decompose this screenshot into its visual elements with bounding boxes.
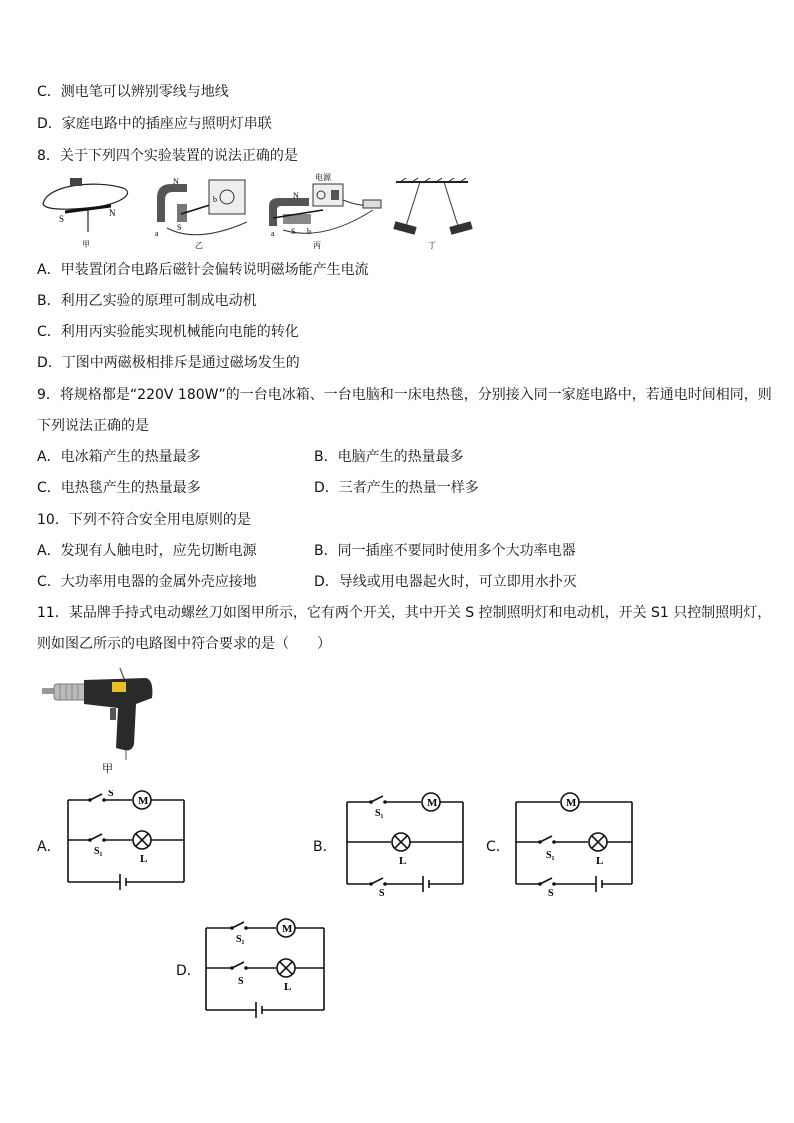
svg-text:L: L xyxy=(596,855,604,867)
q11-option-d-label: D． xyxy=(176,963,201,979)
q8-experiment-figure xyxy=(37,170,477,252)
screwdriver-label-icon xyxy=(112,682,126,692)
q9-stem-2: 下列说法正确的是 xyxy=(37,418,149,434)
fig-yi-label: 乙 xyxy=(195,241,203,250)
circuit-c xyxy=(512,792,636,896)
svg-text:S: S xyxy=(238,976,244,987)
q10-option-a: A．发现有人触电时，应先切断电源 xyxy=(37,543,257,559)
q9-stem-1: 9．将规格都是“220V 180W”的一台电冰箱、一台电脑和一床电热毯，分别接入同一家庭电路中，若通电时间相同，则 xyxy=(37,387,772,403)
svg-text:电源: 电源 xyxy=(315,173,331,182)
svg-text:N: N xyxy=(173,177,179,186)
circuit-a xyxy=(64,790,188,890)
svg-text:N: N xyxy=(109,208,116,218)
svg-text:a: a xyxy=(155,229,159,238)
svg-text:S₁: S₁ xyxy=(94,846,103,857)
q9-option-a: A．电冰箱产生的热量最多 xyxy=(37,449,201,465)
svg-text:S: S xyxy=(548,888,554,896)
circuit-d xyxy=(202,914,328,1018)
fig-ding-magnets xyxy=(393,178,472,250)
circuit-b xyxy=(343,792,467,896)
q11-option-c-label: C． xyxy=(486,839,510,855)
q9-option-c: C．电热毯产生的热量最多 xyxy=(37,480,201,496)
svg-text:b: b xyxy=(307,227,311,236)
bar-magnet-icon xyxy=(393,221,416,234)
q8-option-b: B．利用乙实验的原理可制成电动机 xyxy=(37,293,257,309)
q7-option-d: D．家庭电路中的插座应与照明灯串联 xyxy=(37,116,272,132)
svg-text:M: M xyxy=(282,923,293,935)
svg-text:b: b xyxy=(213,195,217,204)
q8-option-c: C．利用丙实验能实现机械能向电能的转化 xyxy=(37,324,299,340)
svg-text:S₁: S₁ xyxy=(546,850,555,861)
q7-option-c: C．测电笔可以辨别零线与地线 xyxy=(37,84,229,100)
q10-option-d: D．导线或用电器起火时，可立即用水扑灭 xyxy=(314,574,577,590)
q11-stem-1: 11．某品牌手持式电动螺丝刀如图甲所示，它有两个开关，其中开关 S 控制照明灯和电动机，开关 S1 只控制照明灯， xyxy=(37,605,772,621)
svg-text:L: L xyxy=(399,855,407,867)
svg-text:S: S xyxy=(108,790,114,799)
svg-text:N: N xyxy=(293,191,299,200)
svg-text:L: L xyxy=(140,853,148,865)
fig-bing-motor xyxy=(269,172,381,250)
q9-option-b: B．电脑产生的热量最多 xyxy=(314,449,464,465)
svg-text:S₁: S₁ xyxy=(236,934,245,945)
battery-icon xyxy=(70,178,82,186)
q9-option-d: D．三者产生的热量一样多 xyxy=(314,480,479,496)
screwdriver-caption: 甲 xyxy=(102,763,113,775)
q10-option-c: C．大功率用电器的金属外壳应接地 xyxy=(37,574,257,590)
screwdriver-image xyxy=(38,664,162,776)
svg-text:S: S xyxy=(379,888,385,896)
fig-yi-induction xyxy=(155,177,247,250)
bar-magnet-icon xyxy=(449,221,472,234)
fig-ding-label: 丁 xyxy=(428,241,436,250)
fig-jia-label: 甲 xyxy=(82,240,90,249)
q8-option-d: D．丁图中两磁极相排斥是通过磁场发生的 xyxy=(37,355,300,371)
fig-bing-label: 丙 xyxy=(313,241,321,250)
q11-stem-2: 则如图乙所示的电路图中符合要求的是（ ） xyxy=(37,636,331,652)
q11-option-b-label: B． xyxy=(313,839,337,855)
fig-jia-oersted xyxy=(43,178,128,249)
svg-text:M: M xyxy=(427,797,438,809)
svg-text:L: L xyxy=(284,981,292,993)
q8-option-a: A．甲装置闭合电路后磁针会偏转说明磁场能产生电流 xyxy=(37,262,369,278)
q10-stem: 10．下列不符合安全用电原则的是 xyxy=(37,512,251,528)
svg-text:M: M xyxy=(138,795,149,807)
q8-stem: 8．关于下列四个实验装置的说法正确的是 xyxy=(37,148,298,164)
q11-option-a-label: A． xyxy=(37,839,61,855)
svg-text:S: S xyxy=(177,223,182,232)
svg-text:S: S xyxy=(59,214,65,224)
q10-option-b: B．同一插座不要同时使用多个大功率电器 xyxy=(314,543,576,559)
svg-text:a: a xyxy=(271,229,275,238)
svg-text:S: S xyxy=(291,227,296,236)
svg-text:S₁: S₁ xyxy=(375,808,384,819)
svg-text:M: M xyxy=(566,797,577,809)
